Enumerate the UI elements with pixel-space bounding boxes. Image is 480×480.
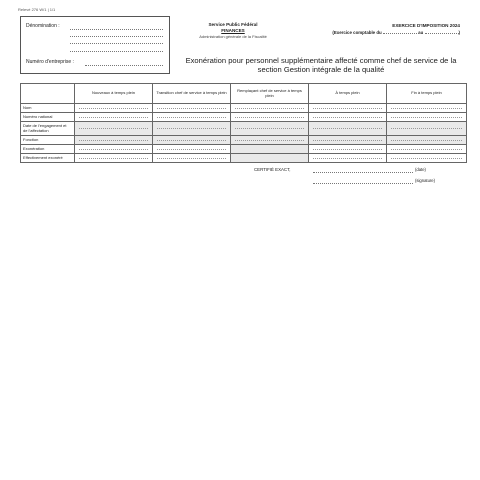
administration-name: Administration générale de la Fiscalité — [199, 34, 267, 39]
table-cell[interactable] — [309, 122, 387, 136]
period-suffix: ) — [458, 30, 460, 35]
signature-field[interactable] — [313, 183, 413, 184]
service-name: Service Public Fédéral — [208, 22, 258, 27]
table-cell[interactable] — [75, 104, 153, 113]
denomination-field-line-1[interactable] — [70, 29, 163, 30]
column-header: Fin à temps plein — [387, 84, 467, 104]
date-hint: (date) — [415, 167, 426, 172]
table-cell[interactable] — [309, 136, 387, 145]
period-end-field[interactable] — [425, 33, 459, 34]
enterprise-number-label: Numéro d'entreprise : — [26, 59, 74, 65]
signature-hint: (signature) — [415, 178, 436, 183]
denomination-label: Dénomination : — [26, 23, 60, 29]
table-row — [21, 104, 467, 113]
table-cell[interactable] — [153, 104, 231, 113]
table-cell[interactable] — [309, 154, 387, 163]
corner-cell — [21, 84, 75, 104]
column-header: Remplaçant chef de service à temps plein — [231, 84, 309, 104]
table-row — [21, 113, 467, 122]
denomination-field-line-2[interactable] — [70, 36, 163, 37]
table-cell[interactable] — [309, 113, 387, 122]
table-row — [21, 122, 467, 136]
finances-name: FINANCES — [221, 28, 245, 33]
issuer-header — [178, 22, 288, 40]
document-title: Exonération pour personnel supplémentaire affecté comme chef de service de la section Gestion intégrale de la qualité — [185, 56, 457, 74]
table-cell[interactable] — [153, 145, 231, 154]
period-start-field[interactable] — [383, 33, 417, 34]
tax-year-title: EXERCICE D'IMPOSITION 2024 — [392, 23, 460, 28]
row-label: Date de l'engagement et de l'affectation — [21, 122, 75, 136]
table-cell[interactable] — [387, 145, 467, 154]
row-label: Fonction — [21, 136, 75, 145]
accounting-period — [332, 29, 460, 36]
table-header-row — [21, 84, 467, 104]
table-row — [21, 154, 467, 163]
table-cell[interactable] — [387, 154, 467, 163]
certification-label: CERTIFIÉ EXACT, — [254, 167, 291, 172]
table-cell[interactable] — [231, 136, 309, 145]
table-cell[interactable] — [387, 122, 467, 136]
tax-year-block — [332, 22, 460, 36]
date-field[interactable] — [313, 172, 413, 173]
table-cell[interactable] — [231, 113, 309, 122]
table-cell[interactable] — [387, 113, 467, 122]
period-prefix: (Exercice comptable du — [332, 30, 382, 35]
table-cell[interactable] — [309, 145, 387, 154]
table-row — [21, 136, 467, 145]
table-cell[interactable] — [75, 145, 153, 154]
period-mid: au — [418, 30, 424, 35]
row-label: Nom — [21, 104, 75, 113]
table-cell[interactable] — [75, 122, 153, 136]
table-cell[interactable] — [231, 145, 309, 154]
denomination-field-line-3[interactable] — [70, 43, 163, 44]
column-header: Transition chef de service à temps plein — [153, 84, 231, 104]
staff-table — [20, 83, 467, 163]
table-cell[interactable] — [75, 154, 153, 163]
table-cell[interactable] — [231, 104, 309, 113]
row-label: Exonération — [21, 145, 75, 154]
row-label: Numéro national — [21, 113, 75, 122]
row-label: Effectivement exonéré — [21, 154, 75, 163]
column-header: À temps plein — [309, 84, 387, 104]
identification-box — [20, 16, 170, 74]
table-cell[interactable] — [231, 122, 309, 136]
table-cell[interactable] — [309, 104, 387, 113]
table-cell[interactable] — [75, 113, 153, 122]
table-row — [21, 145, 467, 154]
column-header: Nouveaux à temps plein — [75, 84, 153, 104]
enterprise-number-field[interactable] — [85, 65, 163, 66]
table-cell[interactable] — [153, 113, 231, 122]
denomination-field-line-4[interactable] — [70, 51, 163, 52]
form-reference: Relevé 276 W/1 | 1/1 — [18, 7, 56, 12]
table-cell[interactable] — [153, 154, 231, 163]
table-cell[interactable] — [387, 136, 467, 145]
table-cell[interactable] — [387, 104, 467, 113]
table-cell[interactable] — [75, 136, 153, 145]
table-cell[interactable] — [153, 136, 231, 145]
table-cell[interactable] — [231, 154, 309, 163]
table-cell[interactable] — [153, 122, 231, 136]
